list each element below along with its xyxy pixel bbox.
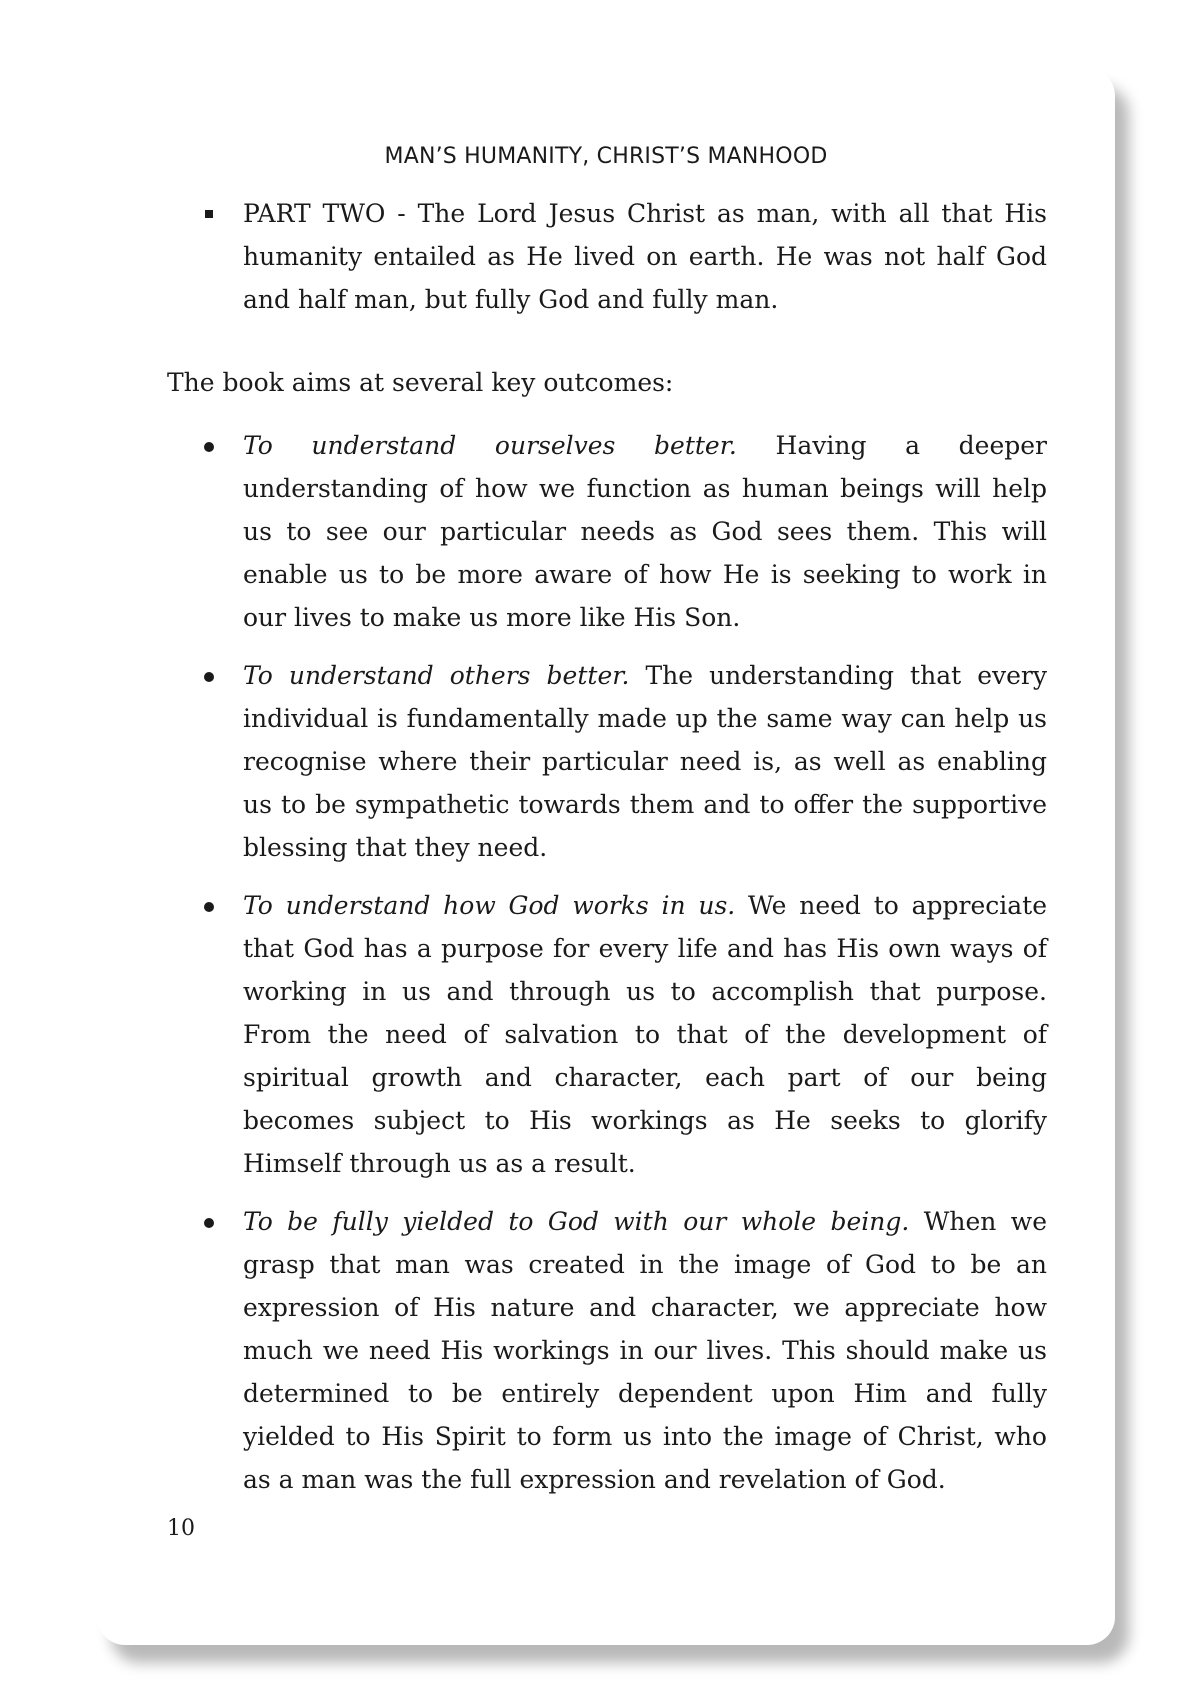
outcome-lead: To understand how God works in us. <box>243 891 736 920</box>
running-head: MAN’S HUMANITY, CHRIST’S MANHOOD <box>384 144 828 169</box>
outcome-text: The understanding that every individual is fundamentally made up the same way can help us recognise where their particular need is, as well as enabling us to be sympathetic towards them and to offer the supportive blessing that they need. <box>243 661 1047 862</box>
round-bullet-icon <box>203 1200 223 1243</box>
outcome-item <box>167 1200 1047 1501</box>
intro-paragraph: The book aims at several key outcomes: <box>167 368 674 397</box>
round-bullet-icon <box>203 654 223 697</box>
outcome-text: When we grasp that man was created in the image of God to be an expression of His nature and character, we appreciate how much we need His workings in our lives. This should make us determined to be entirely dependent upon Him and fully yielded to His Spirit to form us into the image of Christ, who as a man was the full expression and revelation of God. <box>243 1207 1047 1494</box>
outcome-item <box>167 884 1047 1185</box>
round-bullet-icon <box>203 424 223 467</box>
outcome-lead: To understand ourselves better. <box>243 431 737 460</box>
book-page <box>97 68 1115 1645</box>
square-bullet-icon <box>203 192 223 235</box>
outcome-item <box>167 654 1047 869</box>
part-two-text: PART TWO - The Lord Jesus Christ as man, with all that His humanity entailed as He lived on earth. He was not half God and half man, but fully God and fully man. <box>243 199 1047 314</box>
round-bullet-icon <box>203 884 223 927</box>
outcome-text: Having a deeper understanding of how we function as human beings will help us to see our particular needs as God sees them. This will enable us to be more aware of how He is seeking to work in our lives to make us more like His Son. <box>243 431 1047 632</box>
outcome-lead: To be fully yielded to God with our whole being. <box>243 1207 910 1236</box>
part-two-item <box>167 192 1047 321</box>
outcome-item <box>167 424 1047 639</box>
page-number: 10 <box>167 1516 195 1541</box>
page-content <box>167 192 1047 1516</box>
outcome-lead: To understand others better. <box>243 661 630 690</box>
outcome-text: We need to appreciate that God has a purpose for every life and has His own ways of working in us and through us to accomplish that purpose. From the need of salvation to that of the development of spiritual growth and character, each part of our being becomes subject to His workings as He seeks to glorify Himself through us as a result. <box>243 891 1047 1178</box>
